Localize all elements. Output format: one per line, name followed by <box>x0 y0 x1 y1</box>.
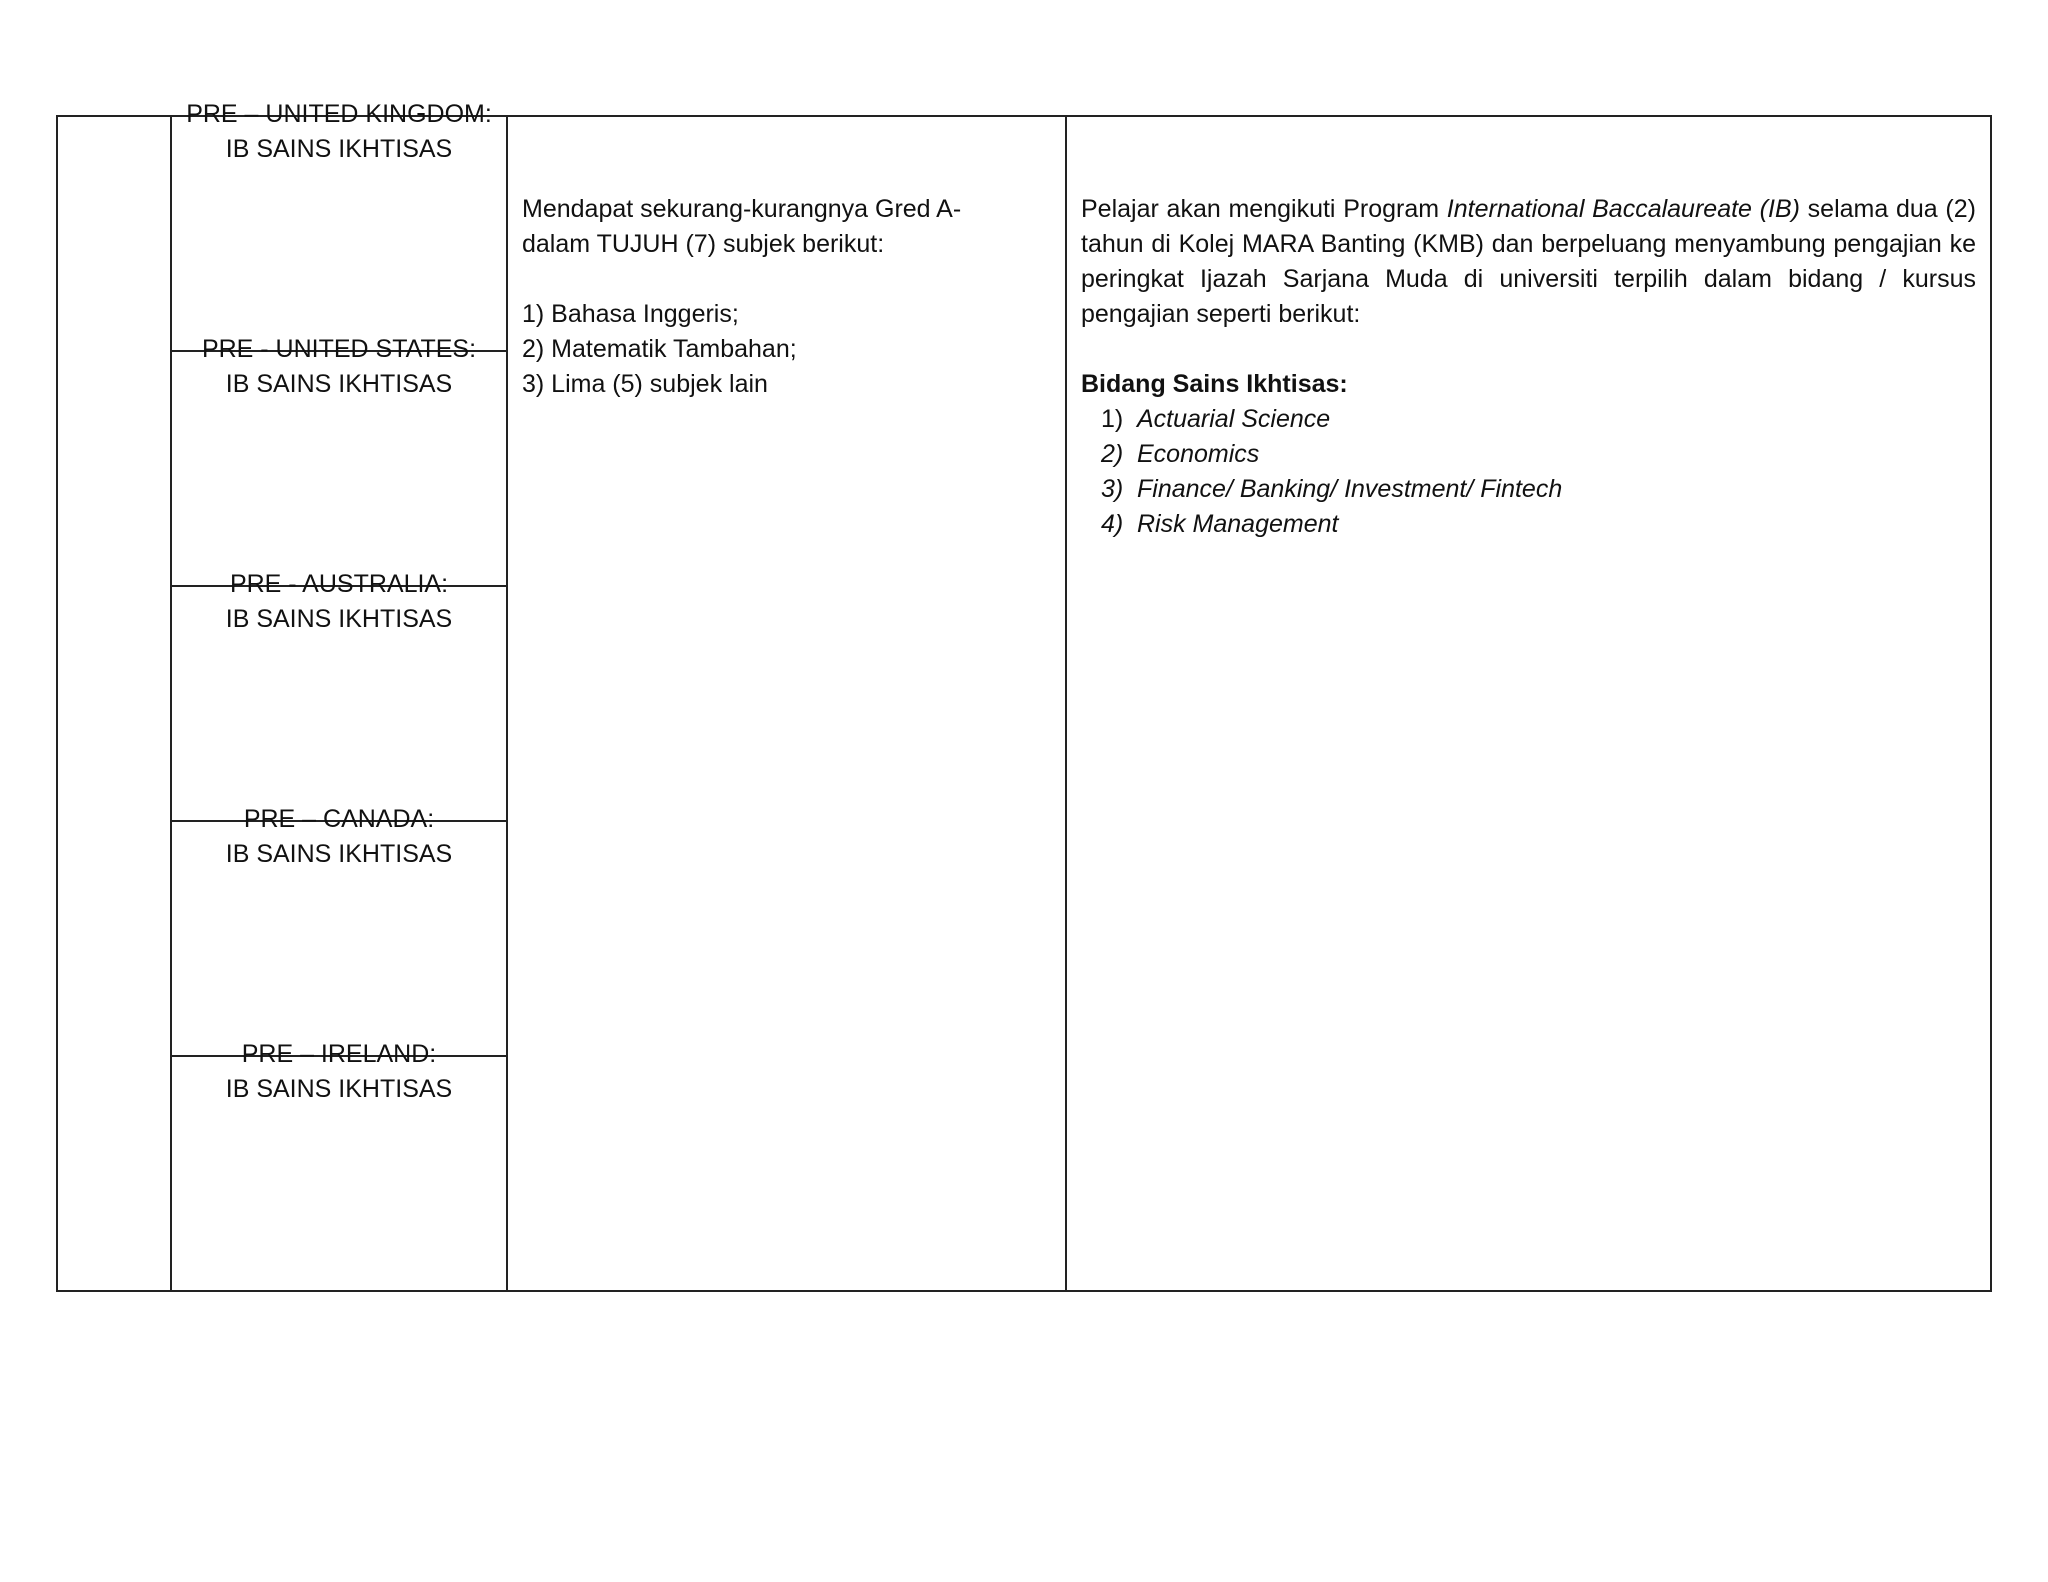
program-track: IB SAINS IKHTISAS <box>225 840 453 868</box>
list-item: 2) Matematik Tambahan; <box>522 335 797 363</box>
number-cell <box>57 116 171 1291</box>
program-track: IB SAINS IKHTISAS <box>225 1075 453 1103</box>
requirements-text-line-1: Mendapat sekurang-kurangnya Gred A- <box>522 195 962 223</box>
intro-text-end: selama dua (2) tahun di Kolej MARA Banting (KMB) dan berpeluang menyambung pengajian ke peringkat Ijazah Sarjana Muda di universiti terpilih dalam bidang / kursus pengajian seperti berikut: <box>1081 195 1976 328</box>
item-name: Risk Management <box>1137 510 1339 538</box>
item-number: 4) <box>1101 510 1124 538</box>
program-name: PRE – CANADA: <box>243 805 435 833</box>
intro-text-start: Pelajar akan mengikuti Program <box>1081 195 1447 223</box>
description-intro <box>1081 192 1976 332</box>
program-track: IB SAINS IKHTISAS <box>225 370 453 398</box>
program-cell <box>171 570 507 821</box>
program-name: PRE – IRELAND: <box>241 1040 437 1068</box>
list-item <box>1101 402 1976 437</box>
requirements-cell <box>507 116 1066 1291</box>
item-number: 3) <box>1101 475 1124 503</box>
item-number: 1) <box>1101 405 1124 433</box>
program-cell <box>171 1040 507 1291</box>
list-item: 3) Lima (5) subjek lain <box>522 370 768 398</box>
requirements-text-line-2: dalam TUJUH (7) subjek berikut: <box>522 230 885 258</box>
description-cell <box>1066 116 1991 1291</box>
programme-table <box>56 100 1992 1292</box>
item-number: 2) <box>1101 440 1124 468</box>
program-name: PRE - UNITED STATES: <box>201 335 477 363</box>
intro-text-italic: International Baccalaureate (IB) <box>1446 195 1800 223</box>
program-track: IB SAINS IKHTISAS <box>225 135 453 163</box>
requirements-list <box>522 297 1053 402</box>
field-heading: Bidang Sains Ikhtisas: <box>1081 370 1348 398</box>
list-item <box>1101 472 1976 507</box>
list-item <box>1101 437 1976 472</box>
program-track: IB SAINS IKHTISAS <box>225 605 453 633</box>
item-name: Finance/ Banking/ Investment/ Fintech <box>1137 475 1563 503</box>
list-item: 1) Bahasa Inggeris; <box>522 300 739 328</box>
program-name: PRE - AUSTRALIA: <box>229 570 449 598</box>
program-cell <box>171 335 507 586</box>
field-list <box>1081 402 1976 542</box>
program-cell <box>171 100 507 351</box>
table-row <box>57 116 1991 351</box>
item-name: Actuarial Science <box>1137 405 1331 433</box>
list-item <box>1101 507 1976 542</box>
program-name: PRE – UNITED KINGDOM: <box>186 100 492 128</box>
program-cell <box>171 805 507 1056</box>
item-name: Economics <box>1137 440 1260 468</box>
